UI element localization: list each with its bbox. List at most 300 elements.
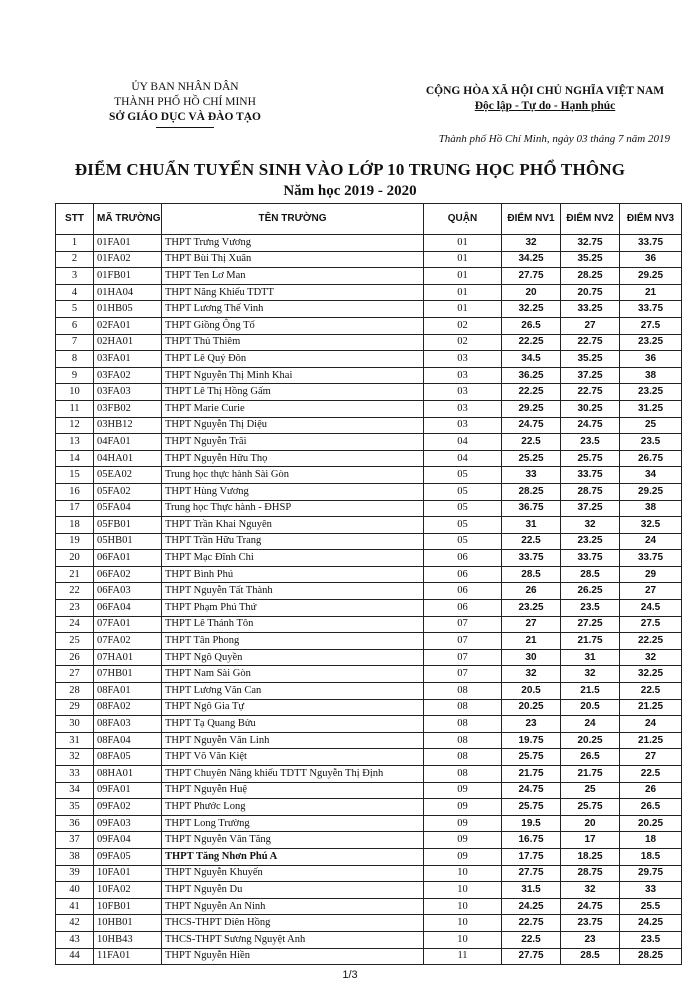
cell-stt: 2	[56, 251, 94, 268]
cell-nv3: 36	[620, 251, 682, 268]
cell-school: THPT Tăng Nhơn Phú A	[162, 848, 424, 865]
table-row	[56, 417, 682, 434]
cell-stt: 14	[56, 450, 94, 467]
cell-nv3: 23.25	[620, 384, 682, 401]
cell-nv2: 18.25	[561, 848, 620, 865]
cell-nv2: 20.75	[561, 284, 620, 301]
cell-nv1: 29.25	[502, 400, 561, 417]
table-row	[56, 583, 682, 600]
cell-nv1: 26	[502, 583, 561, 600]
cell-nv3: 33.75	[620, 301, 682, 318]
table-row	[56, 716, 682, 733]
cell-stt: 22	[56, 583, 94, 600]
cell-nv1: 36.75	[502, 500, 561, 517]
cell-nv2: 32.75	[561, 235, 620, 252]
cell-school: THPT Nguyễn Huệ	[162, 782, 424, 799]
cell-nv2: 33.75	[561, 467, 620, 484]
cell-code: 01FA01	[94, 235, 162, 252]
cell-stt: 41	[56, 898, 94, 915]
cell-stt: 26	[56, 649, 94, 666]
cell-school: THCS-THPT Diên Hồng	[162, 915, 424, 932]
table-row	[56, 251, 682, 268]
cell-code: 01FA02	[94, 251, 162, 268]
cell-nv2: 37.25	[561, 367, 620, 384]
cell-code: 06FA04	[94, 600, 162, 617]
cell-stt: 21	[56, 566, 94, 583]
cell-code: 07HB01	[94, 666, 162, 683]
cell-nv3: 29.75	[620, 865, 682, 882]
cell-school: THPT Giồng Ông Tố	[162, 317, 424, 334]
cell-code: 07FA02	[94, 633, 162, 650]
cell-stt: 23	[56, 600, 94, 617]
cell-district: 10	[424, 898, 502, 915]
cell-school: THPT Phước Long	[162, 799, 424, 816]
table-row	[56, 898, 682, 915]
header-nv3: ĐIỂM NV3	[620, 204, 682, 235]
cell-stt: 35	[56, 799, 94, 816]
cell-nv1: 24.25	[502, 898, 561, 915]
cell-school: THPT Mạc Đĩnh Chi	[162, 550, 424, 567]
cell-district: 08	[424, 766, 502, 783]
cell-nv1: 25.75	[502, 749, 561, 766]
cell-school: THPT Nguyễn Văn Tăng	[162, 832, 424, 849]
cell-nv2: 26.25	[561, 583, 620, 600]
cell-school: Trung học thực hành Sài Gòn	[162, 467, 424, 484]
cell-district: 05	[424, 533, 502, 550]
cell-nv3: 22.25	[620, 633, 682, 650]
cell-district: 04	[424, 450, 502, 467]
cell-stt: 17	[56, 500, 94, 517]
header-school: TÊN TRƯỜNG	[162, 204, 424, 235]
cell-stt: 11	[56, 400, 94, 417]
cell-code: 08FA04	[94, 732, 162, 749]
cell-district: 11	[424, 948, 502, 965]
cell-district: 03	[424, 417, 502, 434]
cell-code: 09FA01	[94, 782, 162, 799]
cell-school: THPT Tạ Quang Bửu	[162, 716, 424, 733]
cell-school: THPT Nguyễn An Ninh	[162, 898, 424, 915]
cell-district: 06	[424, 566, 502, 583]
cell-nv3: 21.25	[620, 732, 682, 749]
cell-nv1: 22.5	[502, 533, 561, 550]
cell-code: 10FB01	[94, 898, 162, 915]
document-date: Thành phố Hồ Chí Minh, ngày 03 tháng 7 năm 2019	[438, 133, 670, 145]
table-row	[56, 915, 682, 932]
cell-nv2: 28.5	[561, 948, 620, 965]
cell-stt: 31	[56, 732, 94, 749]
cell-nv2: 24.75	[561, 417, 620, 434]
cell-nv1: 20.5	[502, 683, 561, 700]
cell-nv2: 27	[561, 317, 620, 334]
cell-nv1: 33.75	[502, 550, 561, 567]
table-row	[56, 782, 682, 799]
cell-school: THPT Lê Thánh Tôn	[162, 616, 424, 633]
cell-code: 10HB43	[94, 931, 162, 948]
cell-nv3: 38	[620, 500, 682, 517]
table-row	[56, 732, 682, 749]
header-stt: STT	[56, 204, 94, 235]
cell-nv3: 26.5	[620, 799, 682, 816]
cell-school: THPT Nguyễn Du	[162, 882, 424, 899]
table-row	[56, 467, 682, 484]
cell-nv2: 22.75	[561, 384, 620, 401]
cell-district: 10	[424, 931, 502, 948]
cell-nv2: 26.5	[561, 749, 620, 766]
cell-nv2: 21.5	[561, 683, 620, 700]
cell-district: 08	[424, 749, 502, 766]
cell-nv1: 28.25	[502, 483, 561, 500]
cell-school: THPT Nguyễn Tất Thành	[162, 583, 424, 600]
cell-school: THPT Lê Thị Hồng Gấm	[162, 384, 424, 401]
cell-district: 05	[424, 500, 502, 517]
cell-nv1: 32	[502, 666, 561, 683]
cell-nv1: 36.25	[502, 367, 561, 384]
document-subtitle: Năm học 2019 - 2020	[283, 183, 417, 199]
header-district: QUẬN	[424, 204, 502, 235]
cell-stt: 39	[56, 865, 94, 882]
cell-district: 03	[424, 400, 502, 417]
table-row	[56, 533, 682, 550]
cell-stt: 9	[56, 367, 94, 384]
cell-nv2: 23.5	[561, 600, 620, 617]
cell-school: THPT Trần Hữu Trang	[162, 533, 424, 550]
cell-school: THPT Chuyên Năng khiếu TDTT Nguyễn Thị Định	[162, 766, 424, 783]
cell-nv1: 28.5	[502, 566, 561, 583]
cell-nv2: 21.75	[561, 633, 620, 650]
cell-nv1: 22.75	[502, 915, 561, 932]
cell-district: 03	[424, 384, 502, 401]
table-row	[56, 815, 682, 832]
table-row	[56, 948, 682, 965]
cell-district: 07	[424, 649, 502, 666]
cell-nv1: 22.5	[502, 434, 561, 451]
cell-code: 01FB01	[94, 268, 162, 285]
cell-stt: 6	[56, 317, 94, 334]
cell-nv3: 29.25	[620, 483, 682, 500]
cell-nv3: 33.75	[620, 235, 682, 252]
cell-nv2: 25	[561, 782, 620, 799]
cell-district: 05	[424, 467, 502, 484]
table-row	[56, 649, 682, 666]
cell-code: 02HA01	[94, 334, 162, 351]
cell-nv2: 24.75	[561, 898, 620, 915]
cell-nv1: 22.25	[502, 384, 561, 401]
cell-nv1: 19.75	[502, 732, 561, 749]
table-row	[56, 483, 682, 500]
cell-nv1: 23.25	[502, 600, 561, 617]
cell-nv2: 24	[561, 716, 620, 733]
cell-nv2: 28.75	[561, 483, 620, 500]
cell-district: 03	[424, 367, 502, 384]
cell-nv1: 21	[502, 633, 561, 650]
table-row	[56, 235, 682, 252]
cell-nv3: 24	[620, 716, 682, 733]
cell-nv2: 32	[561, 517, 620, 534]
cell-school: THPT Thủ Thiêm	[162, 334, 424, 351]
cell-stt: 18	[56, 517, 94, 534]
table-row	[56, 317, 682, 334]
cell-nv3: 34	[620, 467, 682, 484]
cell-stt: 24	[56, 616, 94, 633]
table-row	[56, 284, 682, 301]
cell-nv1: 19.5	[502, 815, 561, 832]
cell-district: 04	[424, 434, 502, 451]
cell-nv1: 31.5	[502, 882, 561, 899]
table-row	[56, 666, 682, 683]
cell-stt: 38	[56, 848, 94, 865]
header-nv2: ĐIỂM NV2	[561, 204, 620, 235]
cell-stt: 20	[56, 550, 94, 567]
cell-stt: 25	[56, 633, 94, 650]
cell-nv3: 21.25	[620, 699, 682, 716]
cell-nv3: 32	[620, 649, 682, 666]
cell-code: 06FA02	[94, 566, 162, 583]
cell-code: 03FB02	[94, 400, 162, 417]
table-row	[56, 799, 682, 816]
cell-stt: 37	[56, 832, 94, 849]
cell-code: 04HA01	[94, 450, 162, 467]
cell-school: THPT Long Trường	[162, 815, 424, 832]
cell-code: 03HB12	[94, 417, 162, 434]
cell-stt: 7	[56, 334, 94, 351]
cell-district: 06	[424, 550, 502, 567]
cell-stt: 12	[56, 417, 94, 434]
cell-school: THPT Võ Văn Kiệt	[162, 749, 424, 766]
table-body	[56, 235, 682, 965]
cell-code: 05EA02	[94, 467, 162, 484]
table-row	[56, 268, 682, 285]
cell-code: 07HA01	[94, 649, 162, 666]
cell-nv1: 22.25	[502, 334, 561, 351]
cell-nv3: 28.25	[620, 948, 682, 965]
cell-nv2: 35.25	[561, 351, 620, 368]
cell-stt: 13	[56, 434, 94, 451]
cell-code: 06FA03	[94, 583, 162, 600]
cell-district: 01	[424, 235, 502, 252]
authority-line-2: THÀNH PHỐ HỒ CHÍ MINH	[114, 96, 256, 108]
cell-district: 08	[424, 683, 502, 700]
cell-school: THPT Tân Phong	[162, 633, 424, 650]
cell-nv2: 37.25	[561, 500, 620, 517]
cell-district: 07	[424, 666, 502, 683]
cell-nv2: 23.75	[561, 915, 620, 932]
cell-nv3: 25	[620, 417, 682, 434]
cell-district: 10	[424, 915, 502, 932]
cell-nv3: 38	[620, 367, 682, 384]
cell-nv2: 20.5	[561, 699, 620, 716]
cell-code: 09FA04	[94, 832, 162, 849]
cell-stt: 1	[56, 235, 94, 252]
table-row	[56, 400, 682, 417]
cell-district: 05	[424, 483, 502, 500]
cell-district: 01	[424, 268, 502, 285]
table-row	[56, 550, 682, 567]
cell-nv3: 32.25	[620, 666, 682, 683]
cell-nv2: 22.75	[561, 334, 620, 351]
cell-nv3: 36	[620, 351, 682, 368]
cell-district: 07	[424, 633, 502, 650]
cell-nv1: 21.75	[502, 766, 561, 783]
cell-school: THPT Ngô Gia Tự	[162, 699, 424, 716]
cell-stt: 27	[56, 666, 94, 683]
cell-nv3: 33.75	[620, 550, 682, 567]
cell-school: Trung học Thực hành - ĐHSP	[162, 500, 424, 517]
cell-nv1: 26.5	[502, 317, 561, 334]
cell-district: 01	[424, 251, 502, 268]
cell-stt: 16	[56, 483, 94, 500]
cell-code: 10FA02	[94, 882, 162, 899]
cell-nv3: 26.75	[620, 450, 682, 467]
cell-nv3: 23.5	[620, 931, 682, 948]
cell-nv1: 22.5	[502, 931, 561, 948]
cell-nv3: 21	[620, 284, 682, 301]
cell-school: THPT Bình Phú	[162, 566, 424, 583]
cell-district: 05	[424, 517, 502, 534]
table-row	[56, 766, 682, 783]
cell-district: 08	[424, 716, 502, 733]
cell-nv1: 24.75	[502, 417, 561, 434]
cell-stt: 8	[56, 351, 94, 368]
cell-nv3: 27.5	[620, 317, 682, 334]
cell-code: 09FA03	[94, 815, 162, 832]
cell-district: 01	[424, 301, 502, 318]
table-row	[56, 450, 682, 467]
cell-nv3: 33	[620, 882, 682, 899]
table-row	[56, 517, 682, 534]
cell-school: THCS-THPT Sương Nguyệt Anh	[162, 931, 424, 948]
cell-nv2: 32	[561, 666, 620, 683]
authority-underline	[156, 127, 214, 128]
cell-nv2: 17	[561, 832, 620, 849]
cell-nv3: 26	[620, 782, 682, 799]
cell-code: 09FA02	[94, 799, 162, 816]
cell-nv3: 24	[620, 533, 682, 550]
cell-district: 09	[424, 799, 502, 816]
cell-nv1: 27.75	[502, 948, 561, 965]
cell-nv3: 27	[620, 583, 682, 600]
cell-nv1: 27.75	[502, 268, 561, 285]
cell-nv1: 32	[502, 235, 561, 252]
cell-code: 11FA01	[94, 948, 162, 965]
cell-nv2: 23	[561, 931, 620, 948]
table-row	[56, 384, 682, 401]
cell-stt: 29	[56, 699, 94, 716]
cell-school: THPT Nguyễn Hiền	[162, 948, 424, 965]
cell-district: 01	[424, 284, 502, 301]
cell-stt: 33	[56, 766, 94, 783]
cell-nv1: 17.75	[502, 848, 561, 865]
cell-nv1: 30	[502, 649, 561, 666]
cell-nv2: 32	[561, 882, 620, 899]
cell-school: THPT Lương Văn Can	[162, 683, 424, 700]
table-row	[56, 434, 682, 451]
republic-name: CỘNG HÒA XÃ HỘI CHỦ NGHĨA VIỆT NAM	[425, 85, 665, 97]
cell-nv2: 23.25	[561, 533, 620, 550]
cell-nv2: 25.75	[561, 450, 620, 467]
cell-stt: 42	[56, 915, 94, 932]
cell-code: 09FA05	[94, 848, 162, 865]
cell-nv3: 31.25	[620, 400, 682, 417]
cell-nv1: 16.75	[502, 832, 561, 849]
table-row	[56, 334, 682, 351]
cell-nv3: 27.5	[620, 616, 682, 633]
table-row	[56, 865, 682, 882]
cell-school: THPT Nguyễn Văn Linh	[162, 732, 424, 749]
cell-code: 05FB01	[94, 517, 162, 534]
issuing-authority	[70, 80, 300, 128]
cell-district: 10	[424, 882, 502, 899]
table-row	[56, 600, 682, 617]
cell-school: THPT Nguyễn Hữu Thọ	[162, 450, 424, 467]
cell-district: 02	[424, 317, 502, 334]
cell-nv1: 23	[502, 716, 561, 733]
cell-nv3: 18	[620, 832, 682, 849]
national-motto	[400, 84, 690, 114]
cell-school: THPT Lương Thế Vinh	[162, 301, 424, 318]
cell-nv2: 33.75	[561, 550, 620, 567]
header-code: MÃ TRƯỜNG	[94, 204, 162, 235]
cell-stt: 44	[56, 948, 94, 965]
cell-nv2: 35.25	[561, 251, 620, 268]
cell-stt: 5	[56, 301, 94, 318]
cell-district: 06	[424, 583, 502, 600]
cell-stt: 15	[56, 467, 94, 484]
cell-nv2: 28.75	[561, 865, 620, 882]
cell-code: 05HB01	[94, 533, 162, 550]
cell-school: THPT Ngô Quyền	[162, 649, 424, 666]
cell-nv3: 22.5	[620, 683, 682, 700]
cell-code: 01HA04	[94, 284, 162, 301]
cell-code: 07FA01	[94, 616, 162, 633]
table-row	[56, 683, 682, 700]
cell-district: 09	[424, 848, 502, 865]
cell-nv1: 20	[502, 284, 561, 301]
cell-code: 03FA02	[94, 367, 162, 384]
cell-district: 02	[424, 334, 502, 351]
cell-code: 08FA05	[94, 749, 162, 766]
cell-district: 03	[424, 351, 502, 368]
cell-nv2: 33.25	[561, 301, 620, 318]
cell-nv1: 27.75	[502, 865, 561, 882]
cell-nv2: 20.25	[561, 732, 620, 749]
table-row	[56, 848, 682, 865]
cell-school: THPT Phạm Phú Thứ	[162, 600, 424, 617]
cell-nv1: 31	[502, 517, 561, 534]
cell-stt: 28	[56, 683, 94, 700]
cell-district: 08	[424, 699, 502, 716]
cell-nv1: 27	[502, 616, 561, 633]
cell-code: 03FA03	[94, 384, 162, 401]
cell-stt: 40	[56, 882, 94, 899]
cell-nv3: 24.25	[620, 915, 682, 932]
authority-line-1: ỦY BAN NHÂN DÂN	[131, 81, 239, 93]
table-row	[56, 500, 682, 517]
cell-school: THPT Nguyễn Trãi	[162, 434, 424, 451]
table-header-row	[56, 204, 682, 235]
cell-school: THPT Nguyễn Thị Minh Khai	[162, 367, 424, 384]
cell-school: THPT Hùng Vương	[162, 483, 424, 500]
cell-school: THPT Trần Khai Nguyên	[162, 517, 424, 534]
page-number: 1/3	[342, 969, 358, 981]
cell-district: 07	[424, 616, 502, 633]
cell-nv2: 31	[561, 649, 620, 666]
cell-nv3: 29	[620, 566, 682, 583]
cell-district: 10	[424, 865, 502, 882]
cell-school: THPT Nam Sài Gòn	[162, 666, 424, 683]
cell-stt: 30	[56, 716, 94, 733]
table-row	[56, 633, 682, 650]
table-row	[56, 616, 682, 633]
